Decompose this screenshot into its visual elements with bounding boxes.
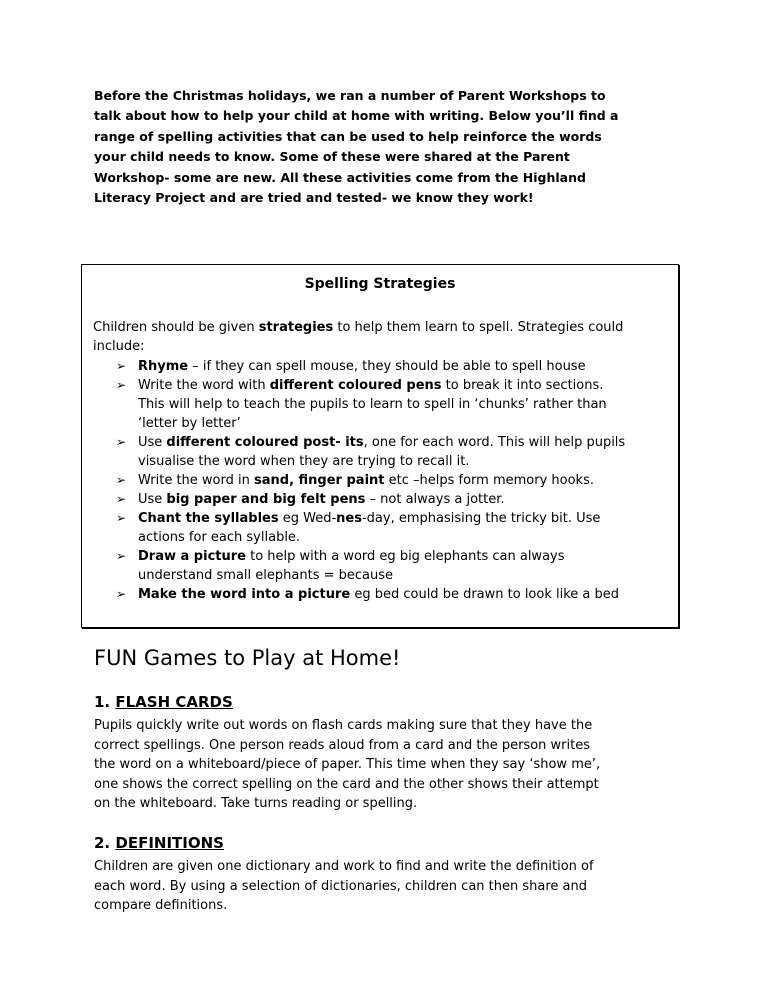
section-number: 1. <box>94 693 111 711</box>
spelling-strategies-box <box>81 264 679 628</box>
lead-line <box>93 318 673 337</box>
section-body-flash-cards <box>94 716 674 814</box>
strategy-item-rhyme <box>116 357 676 376</box>
strategy-bold: Chant the syllables <box>138 511 279 526</box>
intro-line: talk about how to help your child at home with writing. Below you’ll find a <box>94 108 619 124</box>
strategy-text: visualise the word when they are trying to recall it. <box>138 454 470 469</box>
section-number: 2. <box>94 834 111 852</box>
strategy-text: eg bed could be drawn to look like a bed <box>350 587 620 602</box>
body-line: the word on a whiteboard/piece of paper. This time when they say ‘show me’, <box>94 757 601 773</box>
section-title: DEFINITIONS <box>115 834 224 852</box>
body-line: Pupils quickly write out words on flash cards making sure that they have the <box>94 718 593 733</box>
intro-line: your child needs to know. Some of these were shared at the Parent <box>94 149 570 165</box>
strategy-bold: Draw a picture <box>138 549 246 564</box>
strategy-item-word-picture <box>116 585 676 604</box>
section-title: FLASH CARDS <box>115 693 233 711</box>
lead-bold: strategies <box>258 320 334 335</box>
body-line: compare definitions. <box>94 898 228 914</box>
strategy-text: Write the word in <box>138 473 254 488</box>
strategy-text: Use <box>138 492 167 507</box>
intro-line: Before the Christmas holidays, we ran a number of Parent Workshops to <box>94 88 606 103</box>
box-lead <box>93 318 673 356</box>
strategy-item-draw-picture <box>116 547 676 585</box>
intro-line: Workshop- some are new. All these activities come from the Highland <box>94 169 586 185</box>
body-line: Children are given one dictionary and work to find and write the definition of <box>94 859 594 874</box>
arrow-bullet-icon: ➢ <box>116 587 127 601</box>
arrow-bullet-icon: ➢ <box>116 378 127 392</box>
strategy-text: to help with a word eg big elephants can always <box>245 549 565 564</box>
intro-paragraph <box>94 86 694 208</box>
strategy-text: – if they can spell mouse, they should be able to spell house <box>188 359 586 374</box>
arrow-bullet-icon: ➢ <box>116 359 127 373</box>
body-line: one shows the correct spelling on the card and the other shows their attempt <box>94 776 599 792</box>
fun-games-title: FUN Games to Play at Home! <box>94 646 401 670</box>
strategy-text: Write the word with <box>138 378 270 393</box>
strategy-bold: big paper and big felt pens <box>166 492 366 507</box>
arrow-bullet-icon: ➢ <box>116 473 127 487</box>
body-line: correct spellings. One person reads aloud from a card and the person writes <box>94 737 590 753</box>
strategy-text: This will help to teach the pupils to learn to spell in ‘chunks’ rather than <box>138 397 607 412</box>
strategy-list <box>116 357 676 604</box>
section-body-definitions <box>94 857 674 916</box>
strategy-text: Use <box>138 435 167 450</box>
arrow-bullet-icon: ➢ <box>116 549 127 563</box>
body-line: each word. By using a selection of dictionaries, children can then share and <box>94 878 587 894</box>
strategy-text: to break it into sections. <box>441 378 604 393</box>
strategy-bold: sand, finger paint <box>254 473 385 488</box>
arrow-bullet-icon: ➢ <box>116 511 127 525</box>
intro-line: range of spelling activities that can be used to help reinforce the words <box>94 128 602 144</box>
strategy-text: ‘letter by letter’ <box>138 416 241 431</box>
strategy-text: – not always a jotter. <box>365 492 505 507</box>
strategy-item-sand <box>116 471 676 490</box>
intro-line: Literacy Project and are tried and tested- we know they work! <box>94 190 534 206</box>
strategy-item-coloured-pens <box>116 376 676 433</box>
strategy-item-big-paper <box>116 490 676 509</box>
lead-text: to help them learn to spell. Strategies could <box>333 320 624 335</box>
strategy-item-post-its <box>116 433 676 471</box>
body-line: on the whiteboard. Take turns reading or spelling. <box>94 796 418 812</box>
arrow-bullet-icon: ➢ <box>116 435 127 449</box>
arrow-bullet-icon: ➢ <box>116 492 127 506</box>
box-title: Spelling Strategies <box>304 276 456 292</box>
strategy-bold: different coloured pens <box>269 378 442 393</box>
strategy-bold: Make the word into a picture <box>138 587 351 602</box>
strategy-text: eg Wed- <box>278 511 337 526</box>
strategy-item-syllables <box>116 509 676 547</box>
strategy-text: , one for each word. This will help pupils <box>363 435 626 450</box>
lead-text: Children should be given <box>93 320 259 335</box>
strategy-text: -day, emphasising the tricky bit. Use <box>361 511 601 526</box>
strategy-bold: Rhyme <box>138 359 189 374</box>
strategy-text: actions for each syllable. <box>138 530 301 545</box>
strategy-text: understand small elephants = because <box>138 568 393 583</box>
section-heading-definitions <box>94 834 224 852</box>
lead-line: include: <box>93 339 145 354</box>
strategy-bold: nes <box>336 511 362 526</box>
strategy-text: etc –helps form memory hooks. <box>384 473 594 488</box>
section-heading-flash-cards <box>94 693 233 711</box>
strategy-bold: different coloured post- its <box>166 435 364 450</box>
